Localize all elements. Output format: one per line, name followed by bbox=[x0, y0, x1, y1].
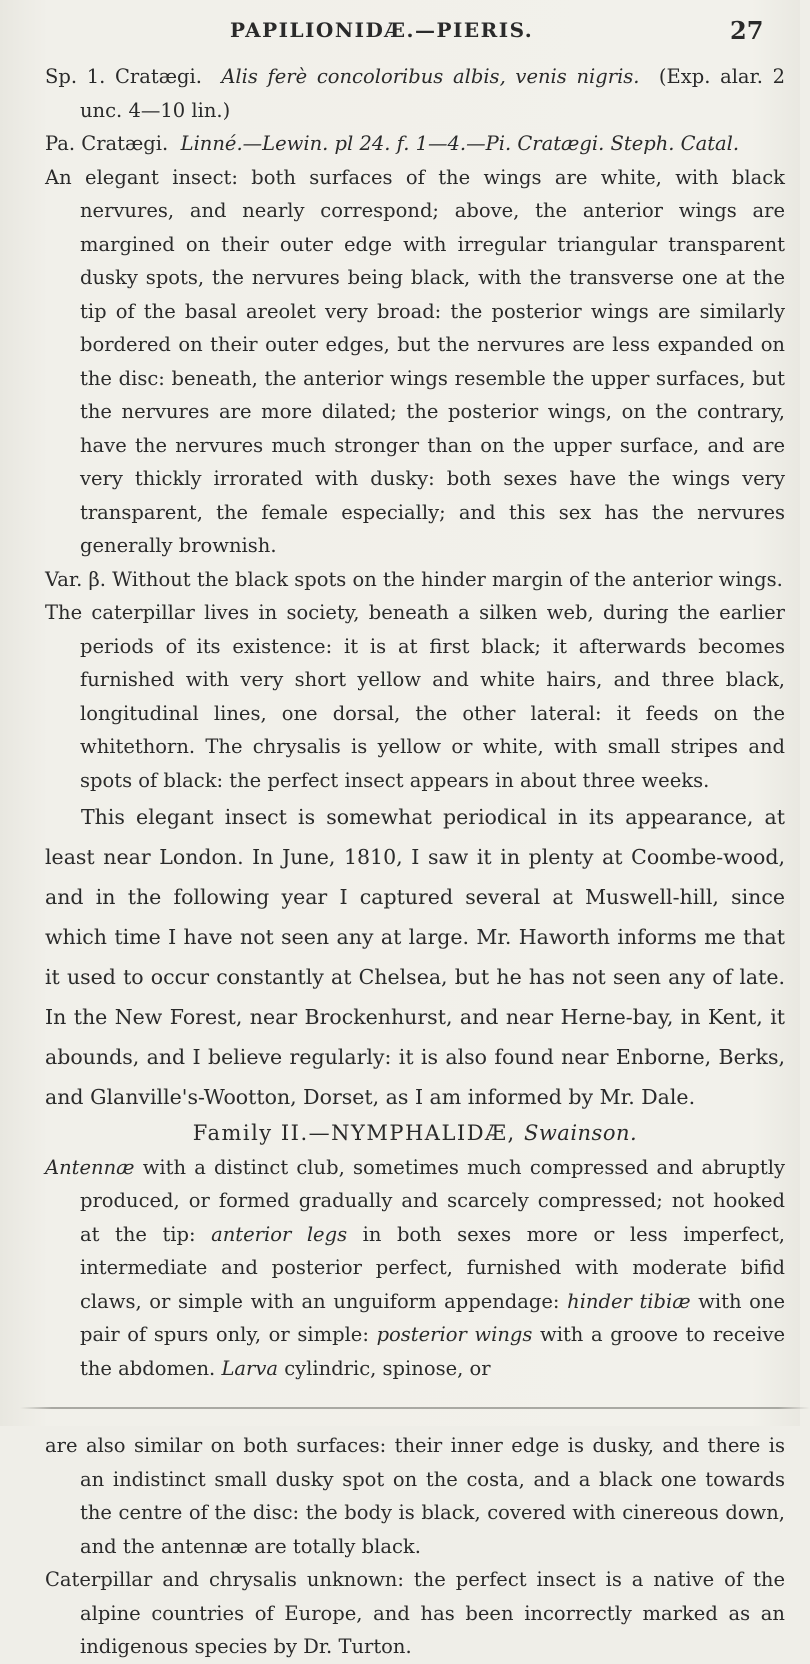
family-characters bbox=[45, 1151, 785, 1386]
species-name: Sp. 1. Cratægi. bbox=[45, 65, 202, 88]
wings-text: with a groove to receive the abdomen. bbox=[80, 1323, 786, 1380]
species-description: An elegant insect: both surfaces of the wings are white, with black nervures, and nearly correspond; above, the anterior wings are margined on their outer edge with irregular triangular transparent dusky spots, the nervures being black, with the transverse one at the tip of the basal areolet very broad: the posterior wings are similarly bordered on their outer edges, but the nervures are less expanded on the disc: beneath, the anterior wings resemble the upper surfaces, but the nervures are more dilated; the posterior wings, on the contrary, have the nervures much stronger than on the upper surface, and are very thickly irrorated with dusky: both sexes have the wings very transparent, the female especially; and this sex has the nervures generally brownish. bbox=[45, 165, 785, 557]
species-expanse: (Exp. alar. 2 unc. bbox=[80, 65, 786, 122]
tibiae-text: with one pair of spurs only, or simple: bbox=[80, 1289, 785, 1346]
species-diagnosis: Alis ferè concoloribus albis, venis nigris. bbox=[221, 65, 640, 88]
running-head: PAPILIONIDÆ.—PIERIS. bbox=[230, 18, 534, 42]
section-divider bbox=[20, 1407, 810, 1409]
family-author: Swainson. bbox=[523, 1121, 638, 1145]
species-expanse-cont: 4—10 lin.) bbox=[128, 98, 231, 122]
wings-label: posterior wings bbox=[376, 1323, 533, 1346]
legs-label: anterior legs bbox=[211, 1222, 348, 1246]
page-header bbox=[0, 12, 800, 48]
lower-continuation: are also similar on both surfaces: their inner edge is dusky, and there is an indistinct small dusky spot on the costa, and a black one towards the centre of the disc: the body is black, covered with cinereous down, and the antennæ are totally black. bbox=[45, 1434, 785, 1558]
species-variety: Var. β. Without the black spots on the hinder margin of the anterior wings. bbox=[45, 567, 783, 591]
legs-text: in both sexes more or less imperfect, intermediate and posterior perfect, furnished with moderate bifid claws, or simple with an unguiform appendage: bbox=[80, 1222, 786, 1313]
antennae-text: with a distinct club, sometimes much compressed and abruptly produced, or formed gradually and scarcely compressed; not hooked at the tip: bbox=[80, 1155, 785, 1246]
body-text bbox=[45, 60, 785, 1664]
larva-text: cylindric, spinose, or bbox=[284, 1356, 491, 1380]
synonymy-name: Pa. Cratægi. bbox=[45, 132, 169, 155]
page-number: 27 bbox=[730, 16, 764, 45]
species-heading bbox=[45, 60, 785, 127]
species-synonymy bbox=[45, 127, 785, 161]
family-heading bbox=[45, 1117, 785, 1151]
caterpillar-description: The caterpillar lives in society, beneath a silken web, during the earlier periods of its existence: it is at first black; it afterwards becomes furnished with very short yellow and white hairs, and three black, longitudinal lines, one dorsal, the other lateral: it feeds on the whitethorn. The chrysalis is yellow or white, with small stripes and spots of black: the perfect insect appears in about three weeks. bbox=[45, 601, 785, 792]
tibiae-label: hinder tibiæ bbox=[567, 1289, 691, 1313]
family-title: Family II.—NYMPHALIDÆ, bbox=[192, 1121, 516, 1145]
larva-label: Larva bbox=[221, 1356, 279, 1380]
locality-paragraph: This elegant insect is somewhat periodical in its appearance, at least near London. In June, 1810, I saw it in plenty at Coombe-wood, and in the following year I captured several at Muswell-hill, since which time I have not seen any at large. Mr. Haworth informs me that it used to occur constantly at Chelsea, but he has not seen any of late. In the New Forest, near Brockenhurst, and near Herne-bay, in Kent, it abounds, and I believe regularly: it is also found near Enborne, Berks, and Glanville's-Wootton, Dorset, as I am informed by Mr. Dale. bbox=[45, 805, 785, 1109]
synonymy-refs: Linné.—Lewin. pl 24. f. 1—4.—Pi. Cratægi. Steph. Catal. bbox=[180, 132, 740, 155]
antennae-label: Antennæ bbox=[45, 1155, 135, 1179]
lower-caterpillar-note: Caterpillar and chrysalis unknown: the perfect insect is a native of the alpine countries of Europe, and has been incorrectly marked as an indigenous species by Dr. Turton. bbox=[45, 1568, 785, 1658]
